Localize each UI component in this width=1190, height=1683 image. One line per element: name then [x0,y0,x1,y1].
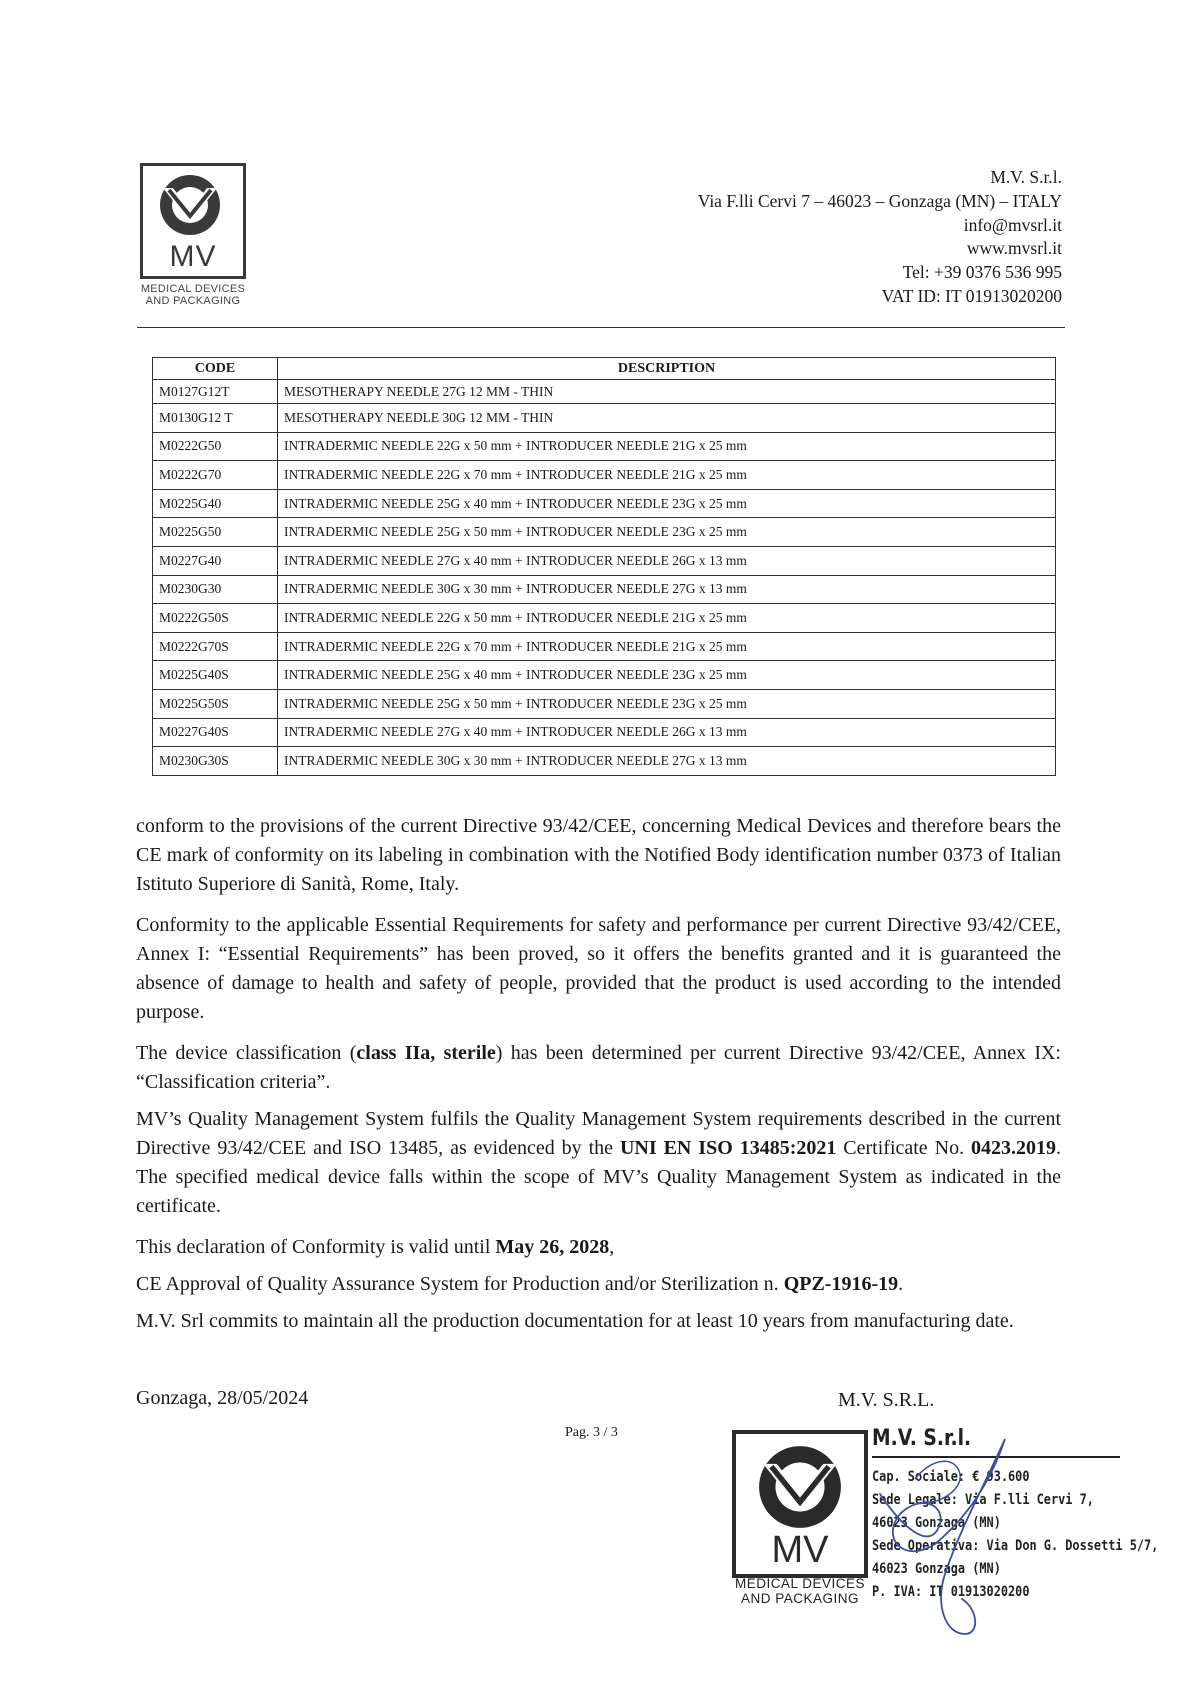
table-row [153,689,1056,718]
stamp-line: P. IVA: IT 01913020200 [872,1584,1030,1600]
stamp-company-name: M.V. S.r.l. [872,1426,972,1451]
stamp-line: Sede Operativa: Via Don G. Dossetti 5/7, [872,1538,1159,1554]
validity-date: May 26, 2028 [495,1236,610,1258]
company-website: www.mvsrl.it [966,238,1062,259]
paragraph-essential-requirements: Conformity to the applicable Essential Requirements for safety and performance per current Directive 93/42/CEE, Annex I: “Essential Requirements” has been proved, so it offers the benefits granted and it is guaranteed the absence of damage to health and safety of people, provided that the product is used according to the intended purpose. [136,914,1061,1023]
code-header: CODE [153,358,278,380]
classification-text-b: ) has been determined per current Directive 93/42/CEE, Annex IX: “Classification criteria”. [136,1042,1061,1093]
description-header: DESCRIPTION [278,358,1056,380]
product-code: M0222G50 [153,432,278,461]
product-code: M0225G40S [153,661,278,690]
product-code: M0225G50S [153,689,278,718]
stamp-line: 46023 Gonzaga (MN) [872,1515,1001,1531]
logo-caption-line1: MEDICAL DEVICES [140,283,246,295]
product-code: M0127G12T [153,380,278,404]
product-code: M0227G40 [153,546,278,575]
stamp-line: Cap. Sociale: € 93.600 [872,1469,1030,1485]
product-description: INTRADERMIC NEEDLE 27G x 40 mm + INTRODUCER NEEDLE 26G x 13 mm [278,546,1056,575]
product-code: M0130G12 T [153,404,278,433]
table-row [153,546,1056,575]
stamp-caption-line2: AND PACKAGING [740,1591,860,1606]
table-row [153,461,1056,490]
table-row [153,380,1056,404]
company-name: M.V. S.r.l. [990,167,1062,187]
product-description: INTRADERMIC NEEDLE 22G x 70 mm + INTRODUCER NEEDLE 21G x 25 mm [278,632,1056,661]
table-row [153,747,1056,776]
company-logo [140,163,246,307]
table-row [153,718,1056,747]
table-row [153,632,1056,661]
place-date: Gonzaga, 28/05/2024 [136,1387,309,1409]
quality-text-a: MV’s Quality Management System fulfils the Quality Management System requirements described in the current Directive 93/42/CEE and ISO 13485, as evidenced by the [136,1108,1061,1159]
stamp-line: Sede Legale: Via F.lli Cervi 7, [872,1492,1094,1508]
paragraph-classification [136,1039,1061,1097]
product-code: M0222G50S [153,604,278,633]
table-header-row [153,358,1056,380]
page-number: Pag. 3 / 3 [565,1425,618,1440]
company-tel: Tel: +39 0376 536 995 [902,262,1062,283]
classification-text-a: The device classification ( [136,1042,357,1064]
quality-text-c: . The specified medical device falls within the scope of MV’s Quality Management System as indicated in the certificate. [136,1137,1062,1217]
logo-mark: MV [169,240,217,273]
table-row [153,604,1056,633]
product-code: M0230G30S [153,747,278,776]
product-table [152,357,1056,776]
company-info [698,166,1062,309]
product-description: MESOTHERAPY NEEDLE 27G 12 MM - THIN [278,380,1056,404]
table-row [153,432,1056,461]
approval-number: QPZ-1916-19 [783,1273,899,1295]
product-code: M0230G30 [153,575,278,604]
product-description: INTRADERMIC NEEDLE 27G x 40 mm + INTRODUCER NEEDLE 26G x 13 mm [278,718,1056,747]
product-description: INTRADERMIC NEEDLE 22G x 50 mm + INTRODUCER NEEDLE 21G x 25 mm [278,604,1056,633]
product-description: INTRADERMIC NEEDLE 22G x 70 mm + INTRODUCER NEEDLE 21G x 25 mm [278,461,1056,490]
product-code: M0222G70S [153,632,278,661]
logo-box [140,163,246,279]
stamp-caption-line1: MEDICAL DEVICES [734,1576,866,1591]
product-code: M0222G70 [153,461,278,490]
logo-caption-line2: AND PACKAGING [145,295,241,307]
table-body [153,380,1056,776]
product-description: INTRADERMIC NEEDLE 30G x 30 mm + INTRODUCER NEEDLE 27G x 13 mm [278,575,1056,604]
company-vat: VAT ID: IT 01913020200 [881,285,1062,306]
iso-standard: UNI EN ISO 13485:2021 [619,1137,837,1159]
product-description: INTRADERMIC NEEDLE 25G x 50 mm + INTRODUCER NEEDLE 23G x 25 mm [278,689,1056,718]
handwritten-signature [730,1424,1130,1664]
table-row [153,404,1056,433]
quality-text-b: Certificate No. [836,1137,972,1159]
paragraph-validity [136,1233,1061,1262]
mv-logo-icon [155,172,225,238]
paragraph-documentation: M.V. Srl commits to maintain all the production documentation for at least 10 years from manufacturing date. [136,1310,1014,1332]
stamp-line: 46023 Gonzaga (MN) [872,1561,1001,1577]
product-description: INTRADERMIC NEEDLE 30G x 30 mm + INTRODUCER NEEDLE 27G x 13 mm [278,747,1056,776]
declaration-body [136,812,1061,1348]
paragraph-ce-mark: conform to the provisions of the current Directive 93/42/CEE, concerning Medical Devices and therefore bears the CE mark of conformity on its labeling in combination with the Notified Body identification number 0373 of Italian Istituto Superiore di Sanità, Rome, Italy. [136,815,1061,895]
paragraph-quality-system [136,1105,1061,1221]
product-description: INTRADERMIC NEEDLE 25G x 40 mm + INTRODUCER NEEDLE 23G x 25 mm [278,489,1056,518]
table-row [153,489,1056,518]
table-row [153,518,1056,547]
company-address: Via F.lli Cervi 7 – 46023 – Gonzaga (MN) – ITALY [697,190,1062,211]
logo-caption [140,283,246,307]
signatory: M.V. S.R.L. [838,1389,935,1411]
product-description: INTRADERMIC NEEDLE 25G x 40 mm + INTRODUCER NEEDLE 23G x 25 mm [278,661,1056,690]
classification-value: class IIa, sterile [356,1042,496,1064]
approval-period: . [898,1273,904,1295]
company-email: info@mvsrl.it [963,214,1062,235]
stamp-mark: MV [771,1529,829,1571]
product-description: INTRADERMIC NEEDLE 25G x 50 mm + INTRODUCER NEEDLE 23G x 25 mm [278,518,1056,547]
product-description: INTRADERMIC NEEDLE 22G x 50 mm + INTRODUCER NEEDLE 21G x 25 mm [278,432,1056,461]
product-code: M0225G50 [153,518,278,547]
table-row [153,575,1056,604]
validity-comma: , [609,1236,615,1258]
paragraph-ce-approval [136,1270,1061,1299]
company-stamp [730,1424,1159,1664]
product-description: MESOTHERAPY NEEDLE 30G 12 MM - THIN [278,404,1056,433]
certificate-number: 0423.2019 [971,1137,1057,1159]
product-code: M0227G40S [153,718,278,747]
product-code: M0225G40 [153,489,278,518]
validity-text: This declaration of Conformity is valid until [136,1236,496,1258]
header-divider [137,327,1065,328]
approval-text: CE Approval of Quality Assurance System for Production and/or Sterilization n. [136,1273,784,1295]
table-row [153,661,1056,690]
